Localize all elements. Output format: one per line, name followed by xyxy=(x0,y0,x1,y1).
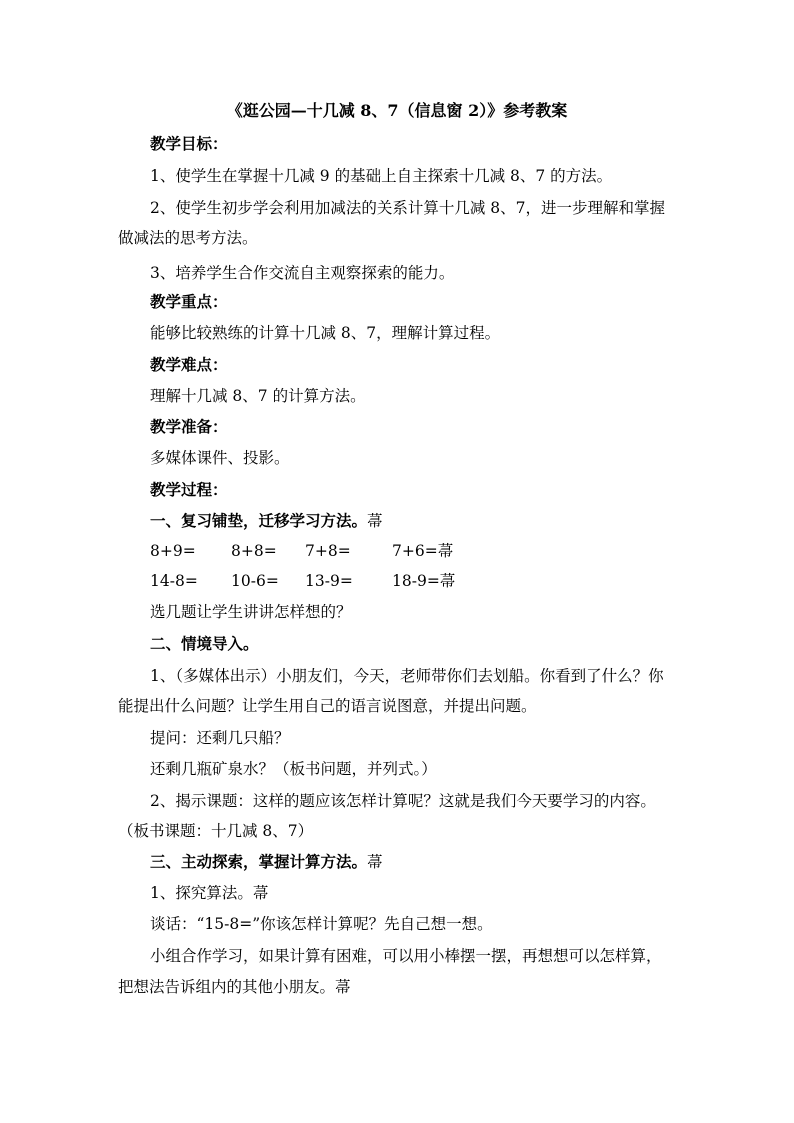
key-points-text: 能够比较熟练的计算十几减 8、7，理解计算过程。 xyxy=(150,324,501,342)
section-3-subheading: 1、探究算法。菷 xyxy=(150,884,269,902)
section-2-question-2: 还剩几瓶矿泉水？（板书问题，并列式。） xyxy=(150,760,437,778)
goal-2-line-1: 2、使学生初步学会利用加减法的关系计算十几减 8、7，进一步理解和掌握 xyxy=(150,199,666,217)
goal-3: 3、培养学生合作交流自主观察探索的能力。 xyxy=(150,264,455,282)
section-3-para-line-1: 小组合作学习，如果计算有困难，可以用小棒摆一摆，再想想可以怎样算， xyxy=(150,947,662,965)
calc-item: 8+8= xyxy=(231,542,277,560)
difficulties-heading: 教学难点： xyxy=(150,355,228,374)
goal-2-line-2: 做减法的思考方法。 xyxy=(118,229,258,247)
section-3-talk: 谈话：“15-8=”你该怎样计算呢？先自己想一想。 xyxy=(150,915,493,933)
section-3-heading-line xyxy=(150,851,383,873)
section-1-mark: 菷 xyxy=(367,512,383,530)
section-1-question: 选几题让学生讲讲怎样想的？ xyxy=(150,603,352,621)
section-2-para-1-line-1: 1、（多媒体出示）小朋友们，今天，老师带你们去划船。你看到了什么？你 xyxy=(150,667,664,685)
preparation-text: 多媒体课件、投影。 xyxy=(150,449,290,467)
difficulties-text: 理解十几减 8、7 的计算方法。 xyxy=(150,387,366,405)
section-2-question-1: 提问：还剩几只船？ xyxy=(150,729,290,747)
section-2-heading: 二、情境导入。 xyxy=(150,634,259,653)
section-2-para-1-line-2: 能提出什么问题？让学生用自己的语言说图意，并提出问题。 xyxy=(118,697,537,715)
key-points-heading: 教学重点： xyxy=(150,292,228,311)
section-2-para-2-line-1: 2、揭示课题：这样的题应该怎样计算呢？这就是我们今天要学习的内容。 xyxy=(150,792,656,810)
section-2-para-2-line-2: （板书课题：十几减 8、7） xyxy=(118,822,314,840)
process-heading: 教学过程： xyxy=(150,480,228,499)
preparation-heading: 教学准备： xyxy=(150,417,228,436)
calc-item: 7+6=菷 xyxy=(392,542,454,560)
calc-row-2 xyxy=(150,570,550,592)
section-1-heading: 一、复习铺垫，迁移学习方法。 xyxy=(150,511,368,530)
section-1-heading-line xyxy=(150,510,383,532)
calc-item: 13-9= xyxy=(305,572,353,590)
calc-item: 7+8= xyxy=(305,542,351,560)
section-3-para-line-2: 把想法告诉组内的其他小朋友。菷 xyxy=(118,978,351,996)
calc-item: 8+9= xyxy=(150,542,196,560)
calc-row-1 xyxy=(150,540,550,562)
calc-item: 10-6= xyxy=(231,572,279,590)
calc-item: 14-8= xyxy=(150,572,198,590)
section-3-heading: 三、主动探索，掌握计算方法。 xyxy=(150,852,368,871)
goals-heading: 教学目标： xyxy=(150,134,228,153)
document-title: 《逛公园—十几减 8、7（信息窗 2）》参考教案 xyxy=(226,101,568,120)
goal-1: 1、使学生在掌握十几减 9 的基础上自主探索十几减 8、7 的方法。 xyxy=(150,167,613,185)
section-3-mark: 菷 xyxy=(367,853,383,871)
calc-item: 18-9=菷 xyxy=(392,572,456,590)
